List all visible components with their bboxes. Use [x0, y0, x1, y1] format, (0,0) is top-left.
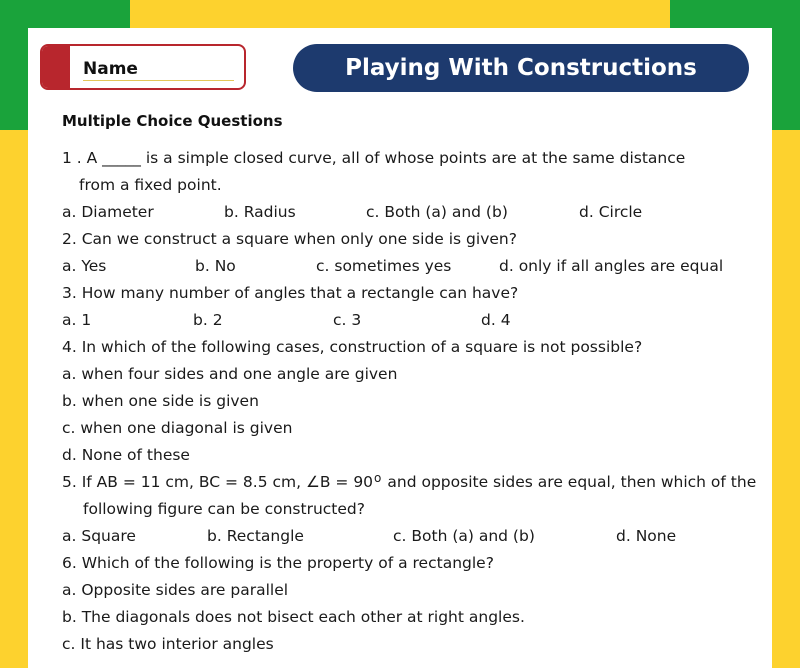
- option[interactable]: d. 4: [481, 311, 511, 329]
- question-list: [62, 145, 762, 658]
- option[interactable]: c. It has two interior angles: [62, 635, 274, 653]
- option[interactable]: a. Opposite sides are parallel: [62, 581, 289, 599]
- option[interactable]: c. when one diagonal is given: [62, 419, 293, 437]
- question-2: 2. Can we construct a square when only one side is given?: [62, 230, 517, 248]
- option[interactable]: a. Yes: [62, 257, 107, 275]
- question-5-options: [62, 523, 762, 550]
- option[interactable]: d. None of these: [62, 446, 190, 464]
- option[interactable]: c. sometimes yes: [316, 257, 452, 275]
- option[interactable]: c. Both (a) and (b): [366, 203, 508, 221]
- section-title: Multiple Choice Questions: [62, 112, 283, 130]
- worksheet: [28, 28, 772, 668]
- question-5-continued: following figure can be constructed?: [83, 500, 365, 518]
- option[interactable]: a. Diameter: [62, 203, 154, 221]
- degree-symbol: o: [374, 471, 382, 485]
- question-1-continued: from a fixed point.: [79, 176, 222, 194]
- option[interactable]: c. 3: [333, 311, 362, 329]
- question-5-text-end: and opposite sides are equal, then which of the: [387, 473, 757, 491]
- question-1: 1 . A _____ is a simple closed curve, all of whose points are at the same distance: [62, 149, 686, 167]
- question-6: 6. Which of the following is the property of a rectangle?: [62, 554, 494, 572]
- question-4: 4. In which of the following cases, construction of a square is not possible?: [62, 338, 643, 356]
- name-tab: [42, 46, 70, 88]
- option[interactable]: b. when one side is given: [62, 392, 259, 410]
- option[interactable]: c. Both (a) and (b): [393, 527, 535, 545]
- name-label: Name: [83, 59, 138, 79]
- worksheet-title: Playing With Constructions: [293, 44, 749, 92]
- option[interactable]: b. No: [195, 257, 236, 275]
- option[interactable]: d. only if all angles are equal: [499, 257, 724, 275]
- question-5: [62, 469, 762, 496]
- option[interactable]: b. 2: [193, 311, 223, 329]
- question-5-text: 5. If AB = 11 cm, BC = 8.5 cm, ∠B = 90: [62, 473, 374, 491]
- option[interactable]: b. The diagonals does not bisect each other at right angles.: [62, 608, 525, 626]
- option[interactable]: a. Square: [62, 527, 136, 545]
- option[interactable]: b. Rectangle: [207, 527, 304, 545]
- option[interactable]: b. Radius: [224, 203, 296, 221]
- question-2-options: [62, 253, 762, 280]
- option[interactable]: a. when four sides and one angle are given: [62, 365, 398, 383]
- option[interactable]: a. 1: [62, 311, 92, 329]
- question-3: 3. How many number of angles that a rectangle can have?: [62, 284, 519, 302]
- question-1-options: [62, 199, 762, 226]
- option[interactable]: d. Circle: [579, 203, 643, 221]
- question-3-options: [62, 307, 762, 334]
- name-write-line: [83, 80, 234, 81]
- name-field[interactable]: [40, 44, 246, 90]
- option[interactable]: d. None: [616, 527, 677, 545]
